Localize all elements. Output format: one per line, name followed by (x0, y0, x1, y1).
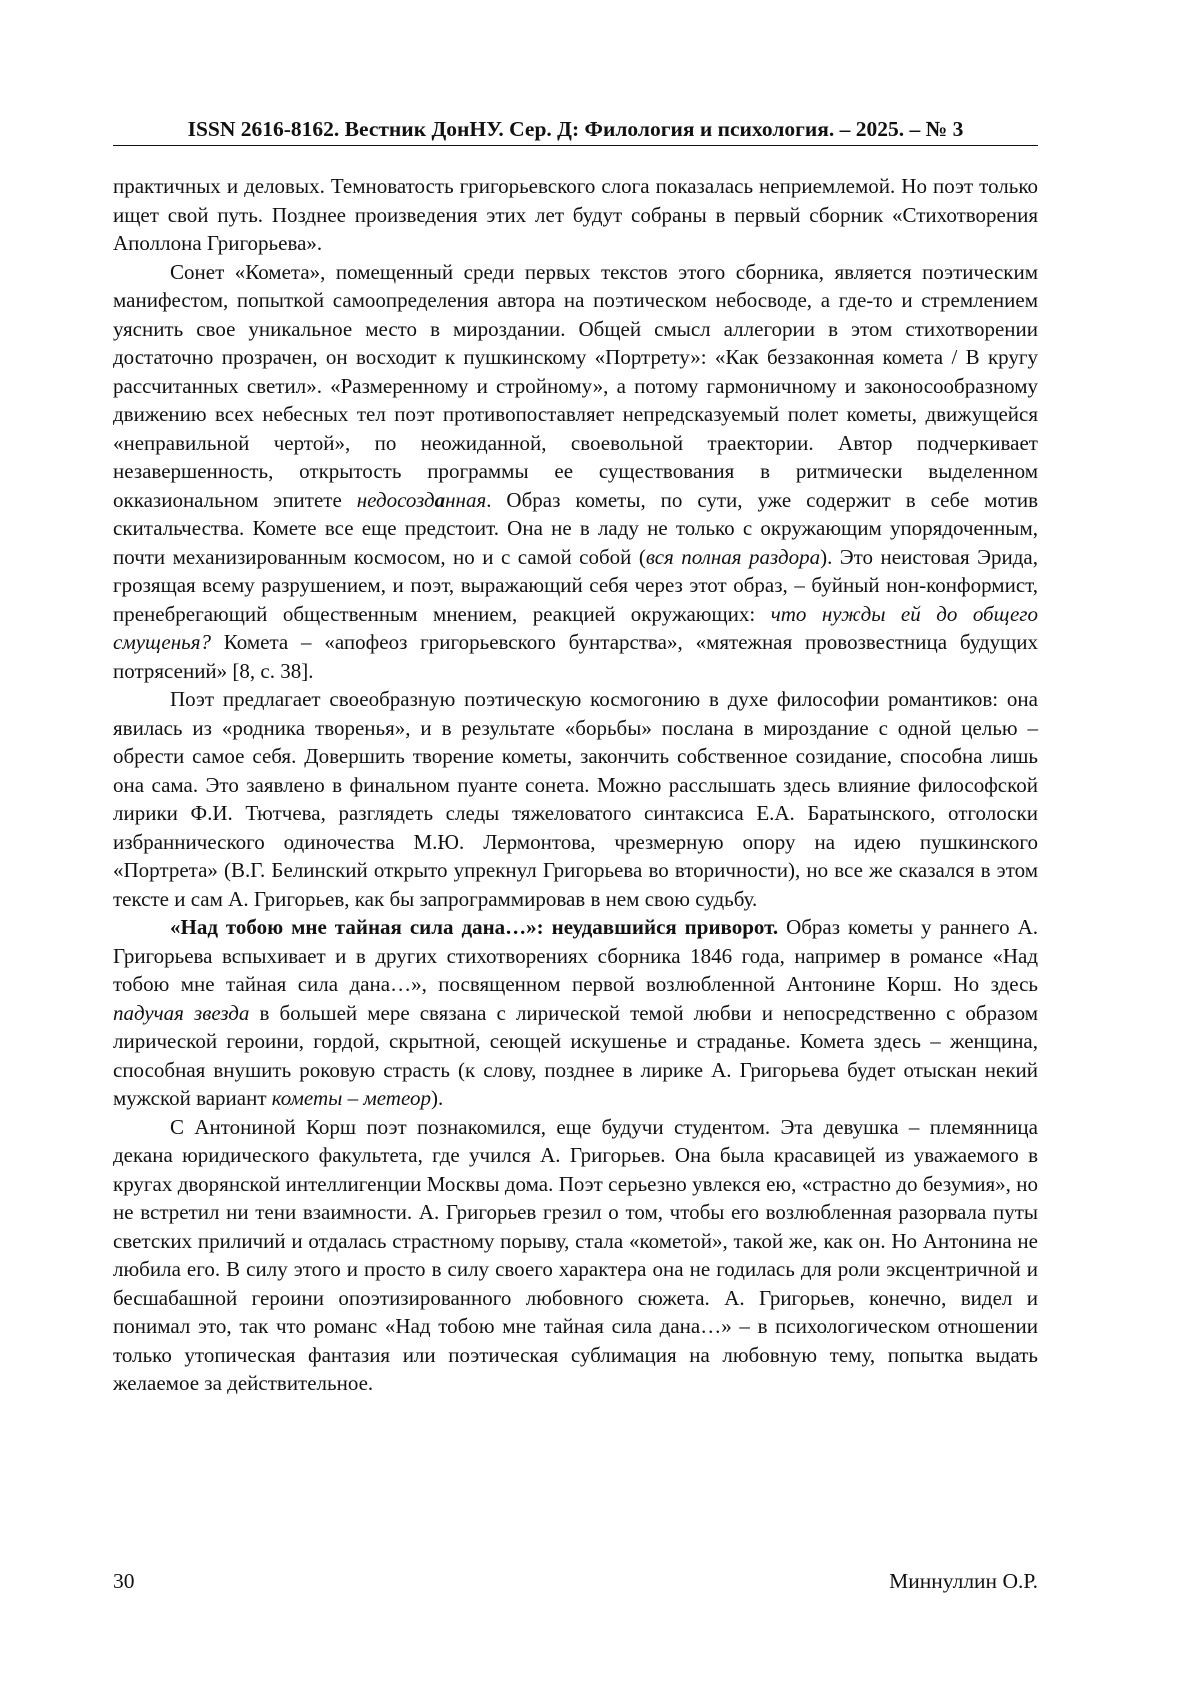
paragraph-2-text-1: Сонет «Комета», помещенный среди первых текстов этого сборника, является поэтическим манифестом, попыткой самоопределения автора на поэтическом небосводе, а где-то и стремлением уяснить свое уникальное место в мироздании. Общей смысл аллегории в этом стихотворении достаточно прозрачен, он восходит к пушкинскому «Портрету»: «Как беззаконная комета / В кругу рассчитанных светил». «Размеренному и стройному», а потому гармоничному и законосообразному движению всех небесных тел поэт противопоставляет непредсказуемый полет кометы, движущейся «неправильной чертой», по неожиданной, своевольной траектории. Автор подчеркивает незавершенность, открытость программы ее существования в ритмически выделенном окказиональном эпитете (113, 259, 1038, 512)
paragraph-5: С Антониной Корш поэт познакомился, еще будучи студентом. Эта девушка – племянница декана юридического факультета, где учился А. Григорьев. Она была красавицей из уважаемого в кругах дворянской интеллигенции Москвы дома. Поэт серьезно увлекся ею, «страстно до безумия», но не встретил ни тени взаимности. А. Григорьев грезил о том, чтобы его возлюбленная разорвала путы светских приличий и отдалась страстному порыву, стала «кометой», такой же, как он. Но Антонина не любила его. В силу этого и просто в силу своего характера она не годилась для роли эксцентричной и бесшабашной героини опоэтизированного любовного сюжета. А. Григорьев, конечно, видел и понимал это, так что романс «Над тобою мне тайная сила дана…» – в психологическом отношении только утопическая фантазия или поэтическая сублимация на любовную тему, попытка выдать желаемое за действительное. (113, 1114, 1038, 1395)
emphasis-quote: падучая звезда (113, 1000, 250, 1025)
running-head: ISSN 2616-8162. Вестник ДонНУ. Сер. Д: Филология и психология. – 2025. – № 3 (113, 116, 1038, 146)
emphasis-nedosozdannaya (357, 488, 487, 512)
paragraph-2-text-4: Комета – «апофеоз григорьевского бунтарства», «мятежная провозвестница будущих потрясений» [8, с. 38]. (113, 630, 1038, 683)
emphasis-part: нная (445, 487, 487, 512)
paragraph-4-text-2: в большей мере связана с лирической темой любви и непосредственно с образом лирической героини, гордой, скрытной, сеющей искушенье и страданье. Комета здесь – женщина, способная внушить роковую страсть (к слову, позднее в лирике А. Григорьева будет отыскан некий мужской вариант (113, 1000, 1038, 1110)
paragraph-4 (113, 913, 1038, 1113)
stressed-vowel: а (434, 487, 446, 512)
emphasis-quote: вся полная раздора (645, 544, 821, 569)
article-body (113, 172, 1038, 1398)
paragraph-2 (113, 258, 1038, 686)
emphasis-quote: кометы – метеор (271, 1086, 431, 1110)
paragraph-3: Поэт предлагает своеобразную поэтическую космогонию в духе философии романтиков: она явилась из «родника творенья», и в результате «борьбы» послана в мироздание с одной целью – обрести самое себя. Довершить творение кометы, закончить собственное созидание, способна лишь она сама. Это заявлено в финальном пуанте сонета. Можно расслышать здесь влияние философской лирики Ф.И. Тютчева, разглядеть следы тяжеловатого синтаксиса Е.А. Баратынского, отголоски избраннического одиночества М.Ю. Лермонтова, чрезмерную опору на идею пушкинского «Портрета» (В.Г. Белинский открыто упрекнул Григорьева во вторичности), но все же сказался в этом тексте и сам А. Григорьев, как бы запрограммировав в нем свою судьбу. (113, 687, 1038, 911)
paragraph-4-text-3: ). (431, 1086, 444, 1110)
paragraph-4-text-1: Образ кометы у раннего А. Григорьева вспыхивает и в других стихотворениях сборника 1846 года, например в романсе «Над тобою мне тайная сила дана…», посвященном первой возлюбленной Антонине Корш. Но здесь (113, 915, 1038, 996)
author-name: Миннуллин О.Р. (889, 1569, 1038, 1593)
paragraph-2-text-2: . Образ кометы, по сути, уже содержит в себе мотив скитальчества. Комете все еще предстоит. Она не в ладу не только с окружающим упорядоченным, почти механизированным космосом, но и с самой собой ( (113, 487, 1039, 569)
emphasis-quote: что нужды ей до общего смущенья? (113, 601, 1039, 654)
emphasis-part: недосозд (356, 487, 435, 512)
paragraph-1: практичных и деловых. Темноватость григорьевского слога показалась неприемлемой. Но поэт только ищет свой путь. Позднее произведения этих лет будут собраны в первый сборник «Стихотворения Аполлона Григорьева». (113, 174, 1038, 255)
page-number: 30 (113, 1569, 135, 1593)
paragraph-2-text-3: ). Это неистовая Эрида, грозящая всему разрушением, и поэт, выражающий себя через этот образ, – буйный нон-конформист, пренебрегающий общественным мнением, реакцией окружающих: (113, 544, 1038, 626)
section-heading: «Над тобою мне тайная сила дана…»: неудавшийся приворот. (170, 915, 779, 939)
